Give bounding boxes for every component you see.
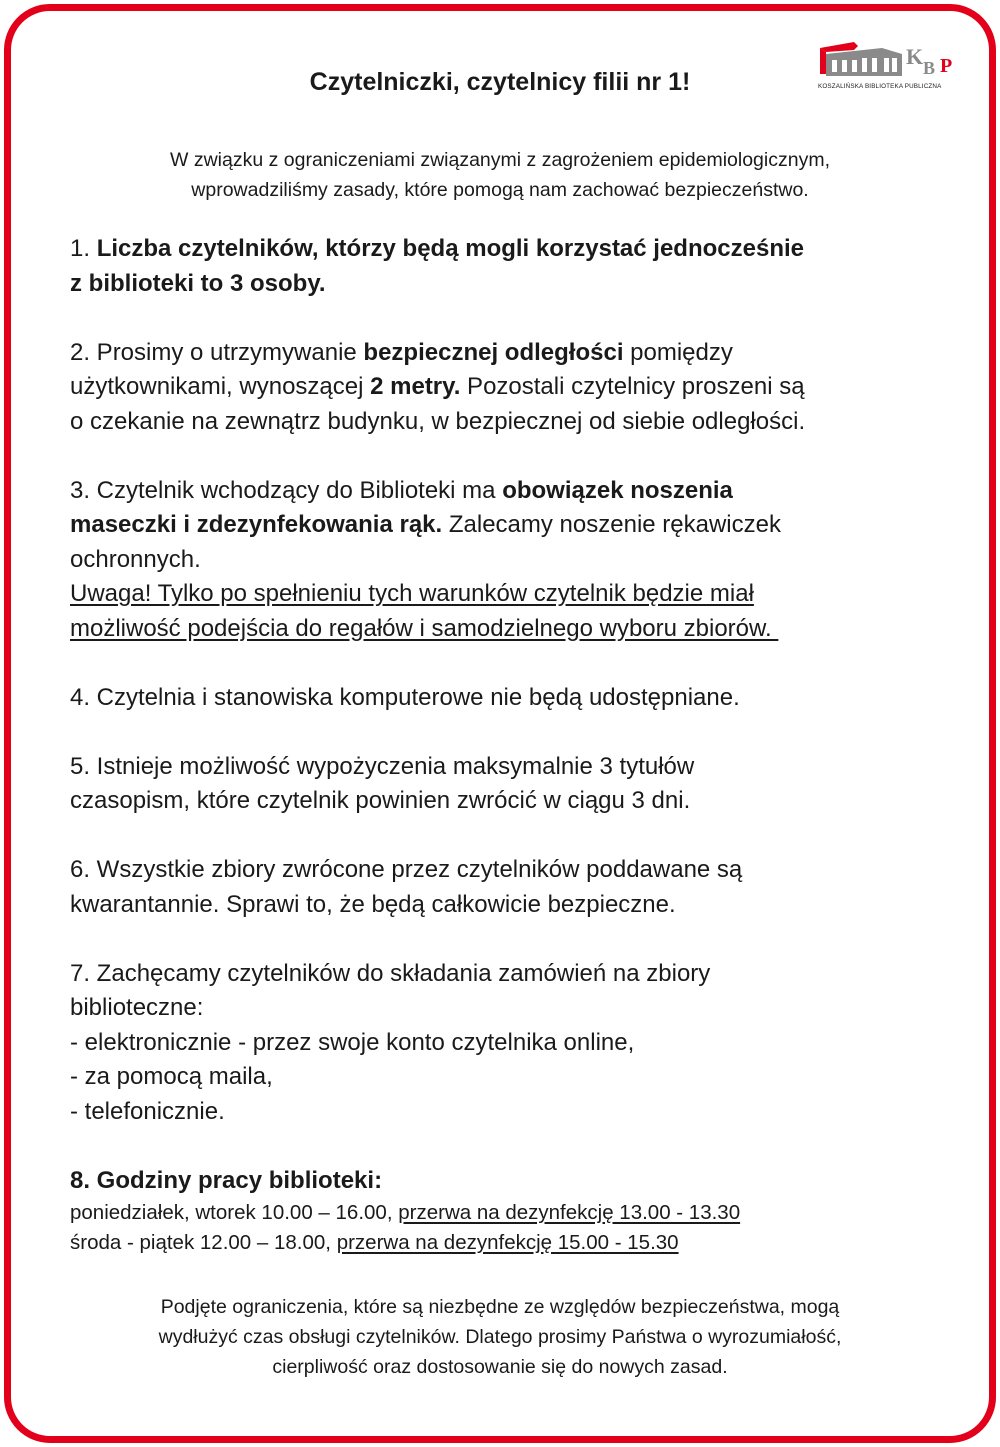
- order-method-item: - elektronicznie - przez swoje konto czytelnika online,: [70, 1028, 635, 1056]
- rule-2: [70, 336, 950, 371]
- hours-row: [70, 1228, 950, 1258]
- opening-hours-heading: [70, 1164, 950, 1199]
- rule-text: 3. Czytelnik wchodzący do Biblioteki ma: [70, 476, 503, 504]
- rule-3: [70, 474, 950, 509]
- svg-text:B: B: [923, 58, 936, 78]
- rule-bold: maseczki i zdezynfekowania rąk.: [70, 511, 443, 538]
- rule-text: Zalecamy noszenie rękawiczek: [442, 511, 781, 538]
- intro-line: W związku z ograniczeniami związanymi z zagrożeniem epidemiologicznym,: [170, 149, 830, 171]
- rule-6-line-2: kwarantannie. Sprawi to, że będą całkowicie bezpieczne.: [70, 890, 676, 918]
- order-method-item: - za pomocą maila,: [70, 1063, 273, 1090]
- rule-7-line-2: biblioteczne:: [70, 994, 204, 1021]
- svg-text:P: P: [940, 55, 953, 77]
- rule-4: 4. Czytelnia i stanowiska komputerowe nie będą udostępniane.: [70, 683, 740, 711]
- intro-line: wprowadziliśmy zasady, które pomogą nam zachować bezpieczeństwo.: [191, 179, 809, 201]
- rule-text: pomiędzy: [623, 338, 733, 366]
- rule-1-bold: z biblioteki to 3 osoby.: [70, 269, 326, 297]
- footer-paragraph: [50, 1292, 950, 1382]
- logo-caption: KOSZALIŃSKA BIBLIOTEKA PUBLICZNA: [818, 83, 942, 90]
- rule-1-bold: Liczba czytelników, którzy będą mogli korzystać jednocześnie: [96, 235, 805, 262]
- rule-2-line-3: o czekanie na zewnątrz budynku, w bezpiecznej od siebie odległości.: [70, 407, 806, 435]
- rule-3-line-3: ochronnych.: [70, 545, 201, 573]
- hours-row: [70, 1198, 950, 1228]
- rule-text: 2. Prosimy o utrzymywanie: [70, 338, 364, 366]
- rule-1: [70, 232, 950, 267]
- rule-bold: bezpiecznej odległości: [363, 338, 624, 366]
- footer-line: cierpliwość oraz dostosowanie się do nowych zasad.: [272, 1356, 728, 1378]
- hours-break: przerwa na dezynfekcję 15.00 - 15.30: [336, 1231, 679, 1254]
- rule-bold: obowiązek noszenia: [502, 476, 733, 504]
- rule-number: 1.: [70, 235, 97, 262]
- rule-3-line-2: [70, 508, 950, 543]
- rule-bold: 2 metry.: [370, 373, 461, 400]
- page-title: Czytelniczki, czytelnicy filii nr 1!: [309, 68, 691, 96]
- rule-2-line-2: [70, 370, 950, 405]
- order-method-item: - telefonicznie.: [70, 1097, 225, 1125]
- svg-text:K: K: [906, 44, 924, 69]
- rule-6: 6. Wszystkie zbiory zwrócone przez czytelników poddawane są: [70, 856, 743, 883]
- footer-line: Podjęte ograniczenia, które są niezbędne ze względów bezpieczeństwa, mogą: [160, 1296, 840, 1318]
- rule-bold: 8. Godziny pracy biblioteki:: [70, 1166, 383, 1194]
- rule-text: użytkownikami, wynoszącej: [70, 373, 371, 400]
- rule-5: 5. Istnieje możliwość wypożyczenia maksymalnie 3 tytułów: [70, 752, 695, 780]
- rule-5-line-2: czasopism, które czytelnik powinien zwrócić w ciągu 3 dni.: [70, 787, 691, 814]
- rule-text: Pozostali czytelnicy proszeni są: [460, 373, 805, 400]
- rule-7: 7. Zachęcamy czytelników do składania zamówień na zbiory: [70, 959, 711, 987]
- rule-3-note: Uwaga! Tylko po spełnieniu tych warunków czytelnik będzie miał: [70, 580, 754, 607]
- intro-paragraph: [60, 145, 940, 205]
- footer-line: wydłużyć czas obsługi czytelników. Dlatego prosimy Państwa o wyrozumiałość,: [158, 1326, 842, 1348]
- rule-1-line-2: [70, 267, 950, 302]
- hours-days: środa - piątek 12.00 – 18.00,: [70, 1231, 337, 1254]
- rule-3-note: możliwość podejścia do regałów i samodzielnego wyboru zbiorów.: [70, 614, 779, 642]
- hours-days: poniedziałek, wtorek 10.00 – 16.00,: [70, 1201, 399, 1224]
- rules-list: [70, 232, 950, 1258]
- hours-break: przerwa na dezynfekcję 13.00 - 13.30: [398, 1201, 741, 1224]
